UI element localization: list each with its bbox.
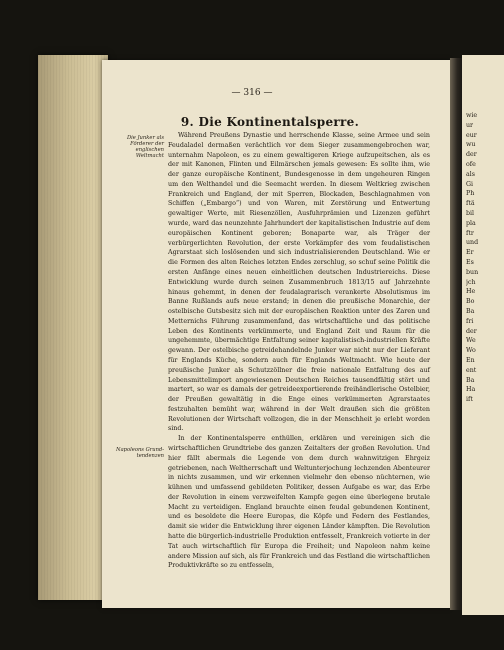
margin-note-napoleon: Napoleons Grund-tendenzen <box>116 447 164 459</box>
facing-page-line: ftr <box>466 229 474 237</box>
facing-page-line: und <box>466 239 479 247</box>
facing-page-line: als <box>466 170 475 178</box>
paragraph-1: Während Preußens Dynastie und herrschende Klasse, seine Armee und sein Feudaladel dermaßen verächtlich vor dem Sieger zusammengebrochen war, unternahm Napoleon, es zu einem gewaltigeren Kriege aufzupeitschen, als es der mit Kanonen, Flinten und Eilmärschen jemals gewesen: Es sollte ihm, wie der ganze europäische Kontinent, Bundesgenosse in dem ungeheuren Ringen um den Welthandel und die Seemacht werden. In diesem Weltkrieg zwischen Frankreich und England, der mit Sperren, Blockaden, Beschlagnahmen von Schiffen („Embargo“) und von Waren, mit Zerstörung und Entwertung gewaltiger Werte, mit Riesenzöllen, Ausfuhrprämien und Lizenzen geführt wurde, ward das neunzehnte Jahrhundert der kapitalistischen Industrie auf dem europäischen Kontinent geboren; Bonaparte war, als Träger der verbürgerlichten Revolution, der erste Vorkämpfer des vom feudalistischen Agrarstaat sich loslösenden und sich industrialisierenden Deutschland. Wie er die Formen des alten Reiches letzten Endes zerschlug, so schuf seine Politik die ersten Anfänge eines neuen einheitlichen deutschen Industriereichs. Diese Entwicklung wurde durch seinen Zusammenbruch 1813/15 auf Jahrzehnte hinaus gehemmt, in denen der feudalagrarisch verankerte Absolutismus im Banne Rußlands aufs neue erstand; in denen die preußische Monarchie, der ostelbische Gutsbesitz sich mit der europäischen Reaktion unter des Zaren und Metternichs Führung zusammenfand, das wirtschaftliche und das politische Leben des Kontinents verkümmerte, und England Zeit und Raum für die ungehemmte, übermächtige Entfaltung seiner kapitalistisch-industriellen Kräfte gewann. Der ostelbische getreidehandelnde Junker war nicht nur der Lieferant für Englands Küche, sondern auch für Englands Weltmacht. Wie heute der preußische Junker als Schutzzöllner die freie nationale Entfaltung des auf Lebensmittelimport angewiesenen Deutschen Reiches tausendfältig stört und martert, so war es damals der getreideexportierende freihändlerische Ostelbier, der Preußen gewaltätig in die Enge eines verkümmerten Agrarstaates festzuhalten bemüht war, während in der Welt draußen sich die größten Revolutionen der Wirtschaft vollzogen, die in der Menschheit je erlebt worden sind. <box>168 132 430 433</box>
facing-page-line: jch <box>466 278 476 286</box>
facing-page-line: der <box>466 151 477 159</box>
page-number-text: — 316 — <box>231 88 273 98</box>
book-gutter <box>450 58 462 610</box>
facing-page-line: Es <box>466 258 474 266</box>
facing-page-line: Gi <box>466 180 474 188</box>
facing-page-line: En <box>466 356 475 364</box>
facing-page-line: Wo <box>466 347 476 355</box>
margin-note-junker: Die Junker als Förderer der englischen Weltmacht <box>126 135 164 159</box>
facing-page-line: Er <box>466 249 474 257</box>
facing-page-line: Ph <box>466 190 475 198</box>
facing-page-line: eur <box>466 131 477 139</box>
facing-page-line: We <box>466 337 476 345</box>
page-edge-texture <box>38 55 108 600</box>
facing-page-line: Ba <box>466 307 475 315</box>
facing-page-line: ent <box>466 366 477 374</box>
facing-page-line: wu <box>466 141 476 149</box>
chapter-title: 9. Die Kontinentalsperre. <box>180 115 360 129</box>
facing-page-line: der <box>466 327 477 335</box>
facing-page-text <box>466 111 504 405</box>
body-text <box>168 131 430 578</box>
facing-page-line: ur <box>466 121 474 129</box>
facing-page-line: wie <box>466 112 478 119</box>
facing-page-line: Ba <box>466 376 475 384</box>
facing-page-line: He <box>466 288 476 296</box>
facing-page-line: pla <box>466 219 476 227</box>
facing-page-line: ftä <box>466 200 475 208</box>
facing-page <box>462 55 504 615</box>
facing-page-line: fri <box>466 317 474 325</box>
paragraph-2: In der Kontinentalsperre enthüllen, erklären und vereinigen sich die wirtschaftlichen Grundtriebe des ganzen Zeitalters der großen Revolution. Und hier fällt abermals die Legende von dem durch wahnwitzigen Ehrgeiz getriebenen, nach Weltherrschaft und Weltunterjochung lechzenden Abenteurer in nichts zusammen, und wir erkennen vielmehr den ebenso nüchternen, wie kühnen und umfassend gebildeten Politiker, dessen Aufgabe es war, das Erbe der Revolution in einem verzweifelten Kampfe gegen eine überlegene brutale Macht zu verteidigen. England brauchte einen feudal gebundenen Kontinent, und es besoldete die Heere Europas, die Köpfe und Federn des Festlandes, damit sie wider die Entwicklung ihrer eigenen Länder kämpften. Die Revolution hatte die bürgerlich-industrielle Produktion entfesselt, Frankreich votierte in der Tat auch wirtschaftlich für Europa die Freiheit; und Napoleon nahm keine andere Mission auf sich, als für Frankreich und das Festland die wirtschaftlichen Produktivkräfte so zu entfesseln, <box>168 435 430 570</box>
facing-page-line: Ha <box>466 386 476 394</box>
facing-page-line: ofe <box>466 160 476 168</box>
facing-page-line: bil <box>466 209 475 217</box>
facing-page-line: Bo <box>466 298 475 306</box>
facing-page-line: ift <box>466 396 473 404</box>
page-number <box>0 88 504 98</box>
facing-page-line: bun <box>466 268 479 276</box>
